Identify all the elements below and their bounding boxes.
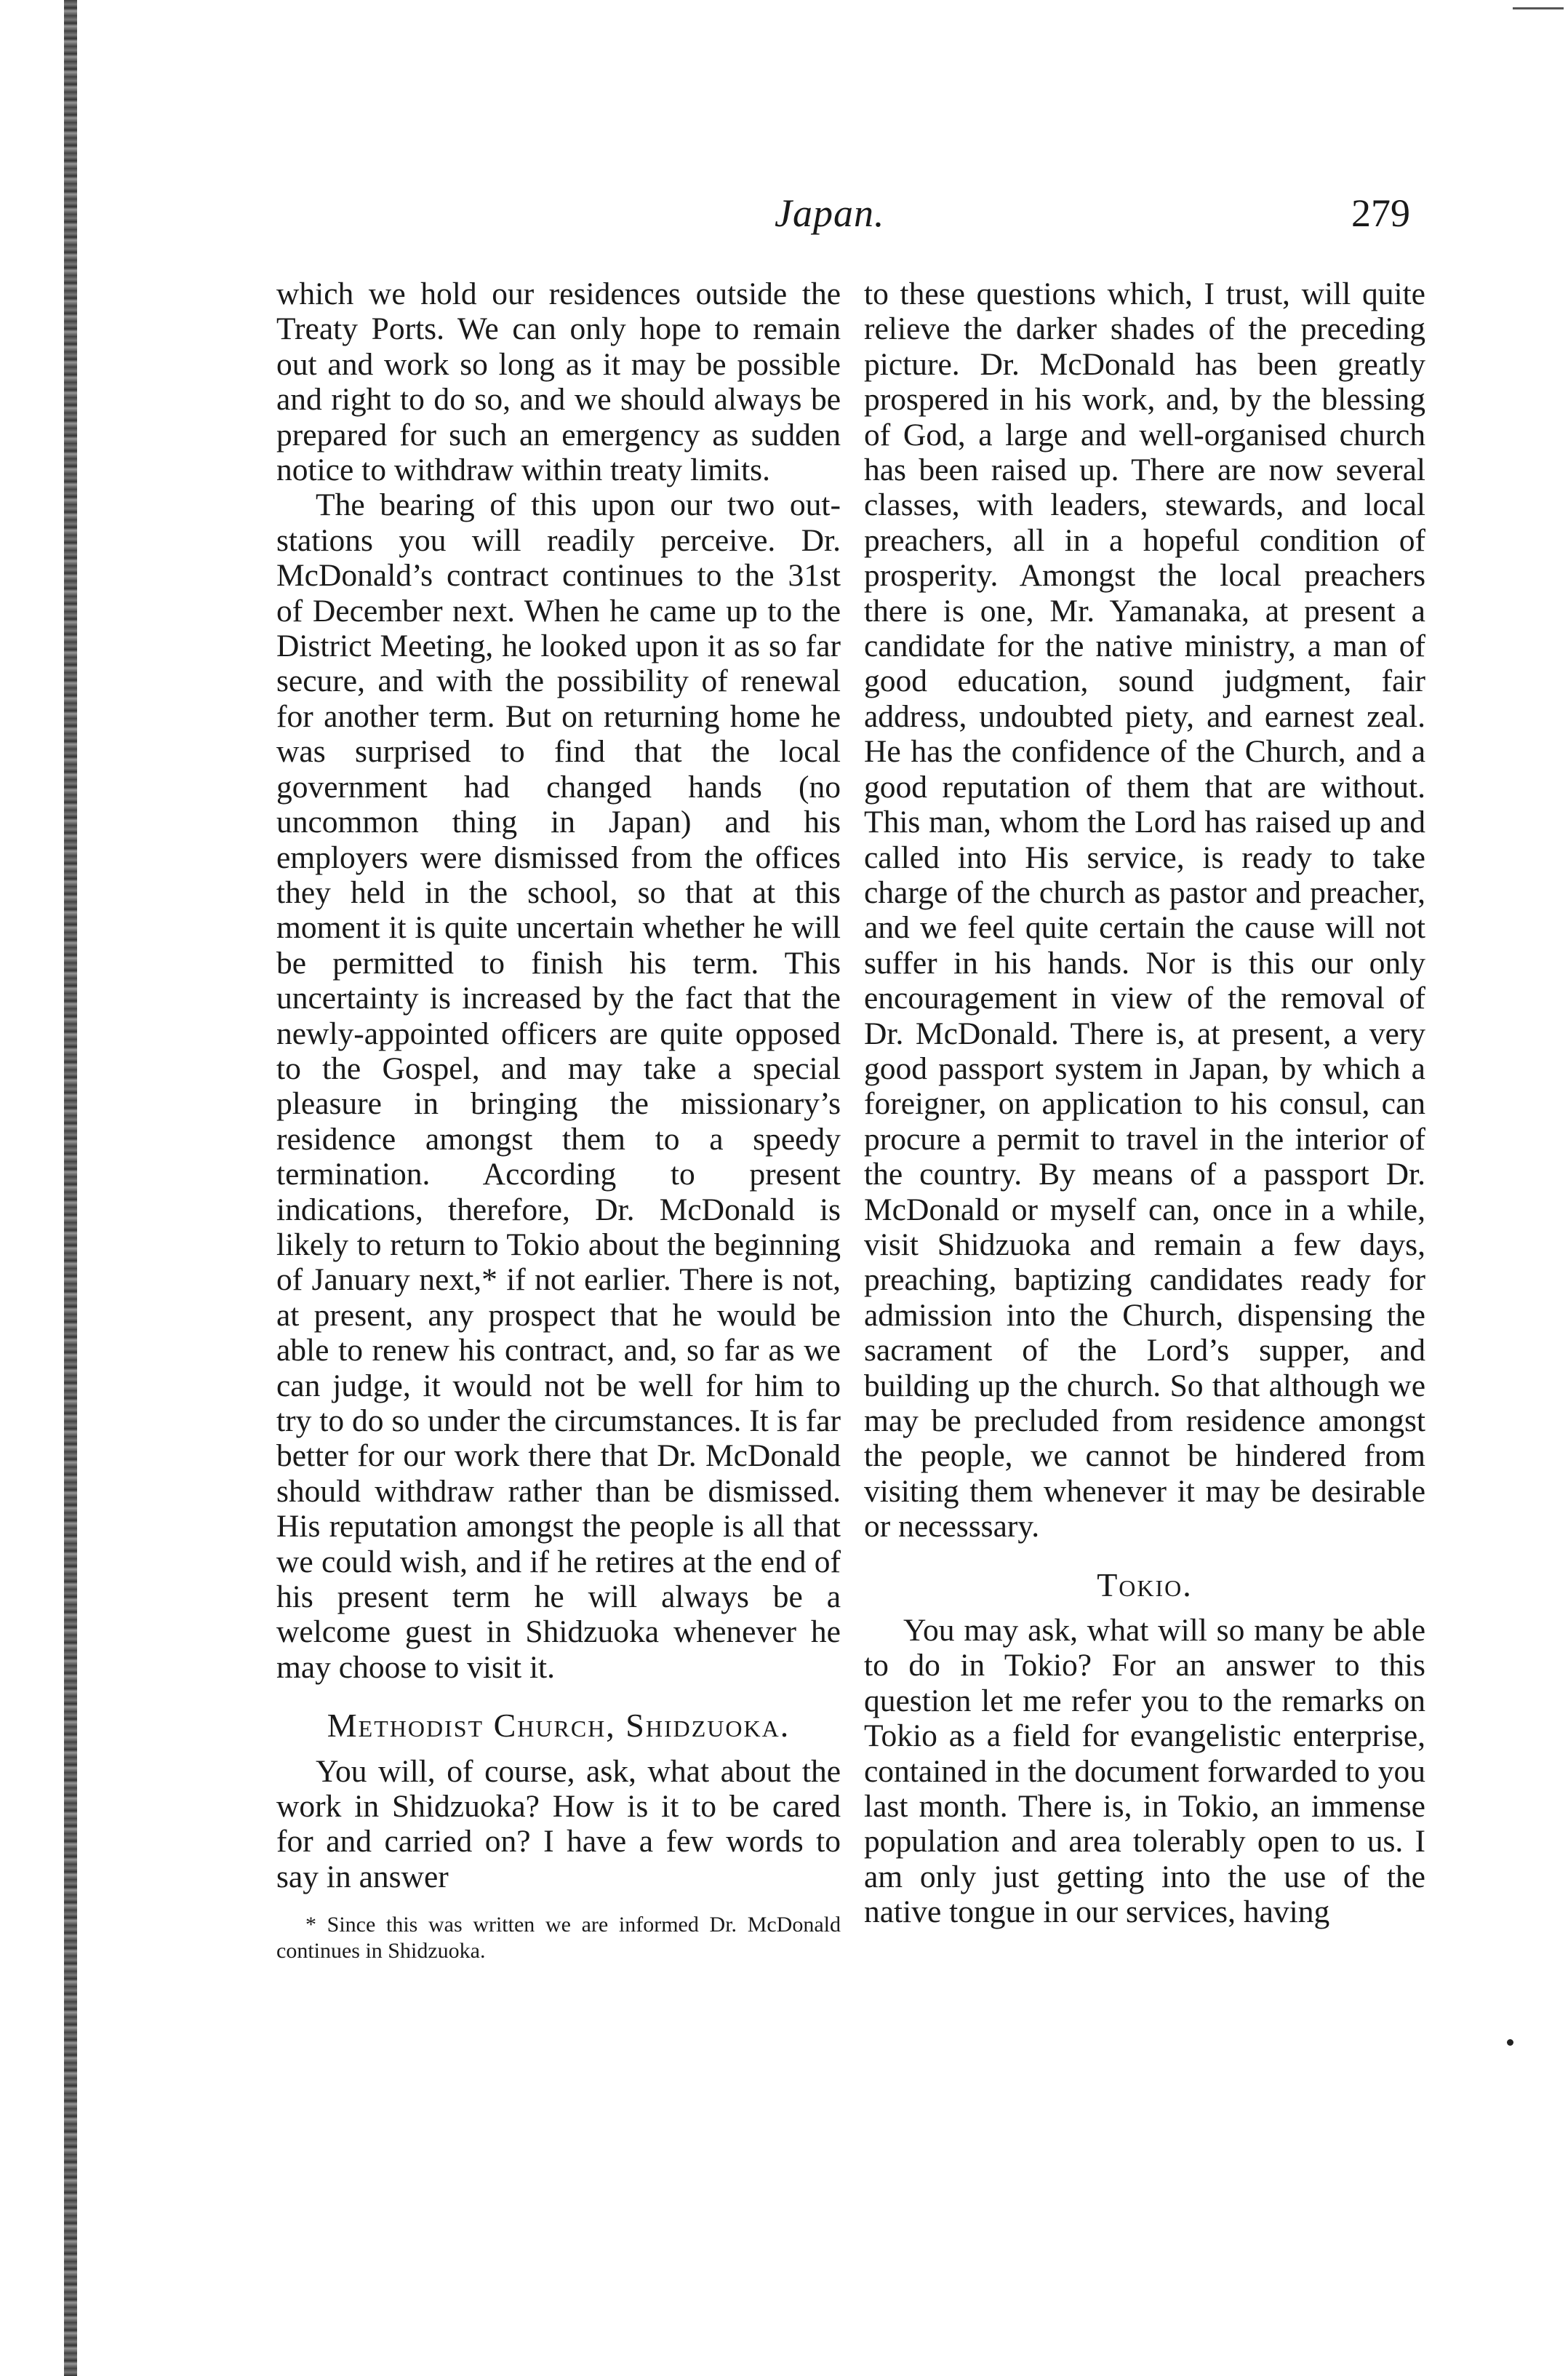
paragraph: to these questions which, I trust, will quite relieve the darker shades of the preceding picture. Dr. McDonald has been greatly prospered in his work, and, by the blessing of God, a large and well-organised church has been raised up. There are now several classes, with leaders, stewards, and local preachers, all in a hopeful condition of prosperity. Amongst the local preachers there is one, Mr. Yamanaka, at present a candidate for the native ministry, a man of good education, sound judgment, fair address, undoubted piety, and earnest zeal. He has the confidence of the Church, and a good reputation of them that are without. This man, whom the Lord has raised up and called into His service, is ready to take charge of the church as pastor and preacher, and we feel quite certain the cause will not suffer in his hands. Nor is this our only encouragement in view of the removal of Dr. McDonald. There is, at present, a very good passport system in Japan, by which a foreigner, on application to his consul, can procure a permit to travel in the interior of the country. By means of a passport Dr. McDonald or myself can, once in a while, visit Shidzuoka and remain a few days, preaching, baptizing candidates ready for admission into the Church, dispensing the sacrament of the Lord’s supper, and building up the church. So that although we may be precluded from residence amongst the people, we cannot be hindered from visiting them whenever it may be desirable or necesssary. <box>864 276 1425 1544</box>
page-number: 279 <box>1351 191 1410 235</box>
top-edge-mark <box>1513 7 1564 9</box>
paragraph: You may ask, what will so many be able to do in Tokio? For an answer to this question let me refer you to the remarks on Tokio as a field for evangelistic enterprise, contained in the document forwarded to you last month. There is, in Tokio, an immense population and area tolerably open to us. I am only just getting into the use of the native tongue in our services, having <box>864 1613 1425 1930</box>
running-title: Japan. <box>775 191 885 235</box>
binding-edge <box>64 0 77 2376</box>
paragraph: You will, of course, ask, what about the work in Shidzuoka? How is it to be cared for and carried on? I have a few words to say in answer <box>276 1753 841 1894</box>
footnote: * Since this was written we are informed Dr. McDonald continues in Shidzuoka. <box>276 1913 841 1964</box>
paragraph: which we hold our residences outside the Treaty Ports. We can only hope to remain out and work so long as it may be possible and right to do so, and we should always be prepared for such an emergency as sudden notice to withdraw within treaty limits. <box>276 276 841 488</box>
ink-speck <box>1507 2039 1513 2046</box>
right-column <box>864 276 1425 1930</box>
left-column <box>276 276 841 1964</box>
section-heading: Methodist Church, Shidzuoka. <box>327 1707 791 1745</box>
section-heading: Tokio. <box>1097 1566 1193 1603</box>
paragraph: The bearing of this upon our two out-stations you will readily perceive. Dr. McDonald’s contract continues to the 31st of December next. When he came up to the District Meeting, he looked upon it as so far secure, and with the possibility of renewal for another term. But on returning home he was surprised to find that the local government had changed hands (no uncommon thing in Japan) and his employers were dismissed from the offices they held in the school, so that at this moment it is quite uncertain whether he will be permitted to finish his term. This uncertainty is increased by the fact that the newly-appointed officers are quite opposed to the Gospel, and may take a special pleasure in bringing the missionary’s residence amongst them to a speedy termination. According to present indications, therefore, Dr. McDonald is likely to return to Tokio about the beginning of January next,* if not earlier. There is not, at present, any prospect that he would be able to renew his contract, and, so far as we can judge, it would not be well for him to try to do so under the circumstances. It is far better for our work there that Dr. McDonald should withdraw rather than be dismissed. His reputation amongst the people is all that we could wish, and if he retires at the end of his present term he will always be a welcome guest in Shidzuoka whenever he may choose to visit it. <box>276 487 841 1685</box>
